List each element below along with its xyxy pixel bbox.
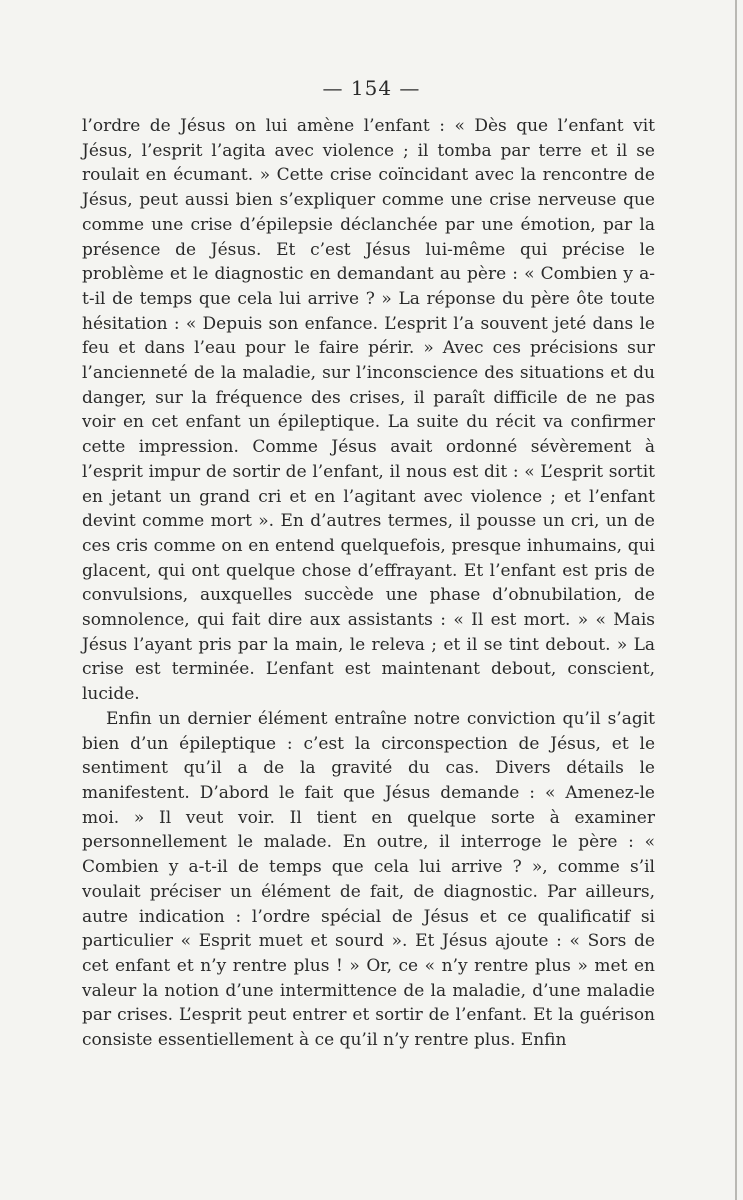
page-edge-shadow xyxy=(735,0,737,1200)
paragraph-conviction: Enfin un dernier élément entraîne notre conviction qu’il s’agit bien d’un épileptique : c’est la circonspection de Jésus, et le sentiment qu’il a de la gravité du cas. Divers détails le manifestent. D’abord le fait que Jésus demande : « Amenez-le moi. » Il veut voir. Il tient en quelque sorte à examiner personnellement le malade. En outre, il interroge le père : « Combien y a-t-il de temps que cela lui arrive ? », comme s’il voulait préciser un élément de fait, de diagnostic. Par ailleurs, autre indication : l’ordre spécial de Jésus et ce qualificatif si particulier « Esprit muet et sourd ». Et Jésus ajoute : « Sors de cet enfant et n’y rentre plus ! » Or, ce « n’y rentre plus » met en valeur la notion d’une intermittence de la maladie, d’une maladie par crises. L’esprit peut entrer et sortir de l’enfant. Et la guérison consiste essentiellement à ce qu’il n’y rentre plus. Enfin xyxy=(82,708,655,1051)
page-number: — 154 — xyxy=(322,76,421,100)
paragraph-continuation: l’ordre de Jésus on lui amène l’enfant : « Dès que l’enfant vit Jésus, l’esprit l’agita avec violence ; il tomba par terre et il se roulait en écumant. » Cette crise coïncidant avec la rencontre de Jésus, peut aussi bien s’expliquer comme une crise nerveuse que comme une crise d’épilepsie déclanchée par une émotion, par la présence de Jésus. Et c’est Jésus lui-même qui précise le problème et le diagnostic en demandant au père : « Combien y a-t-il de temps que cela lui arrive ? » La réponse du père ôte toute hésitation : « Depuis son enfance. L’esprit l’a souvent jeté dans le feu et dans l’eau pour le faire périr. » Avec ces précisions sur l’ancienneté de la maladie, sur l’inconscience des situations et du danger, sur la fréquence des crises, il paraît difficile de ne pas voir en cet enfant un épileptique. La suite du récit va confirmer cette impression. Comme Jésus avait ordonné sévèrement à l’esprit impur de sortir de l’enfant, il nous est dit : « L’esprit sortit en jetant un grand cri et en l’agitant avec violence ; et l’enfant devint comme mort ». En d’autres termes, il pousse un cri, un de ces cris comme on en entend quelquefois, presque inhumains, qui glacent, qui ont quelque chose d’effrayant. Et l’enfant est pris de convulsions, auxquelles succède une phase d’obnubilation, de somnolence, qui fait dire aux assistants : « Il est mort. » « Mais Jésus l’ayant pris par la main, le releva ; et il se tint debout. » La crise est terminée. L’enfant est maintenant debout, conscient, lucide. xyxy=(82,116,655,705)
page-body xyxy=(82,114,655,1053)
